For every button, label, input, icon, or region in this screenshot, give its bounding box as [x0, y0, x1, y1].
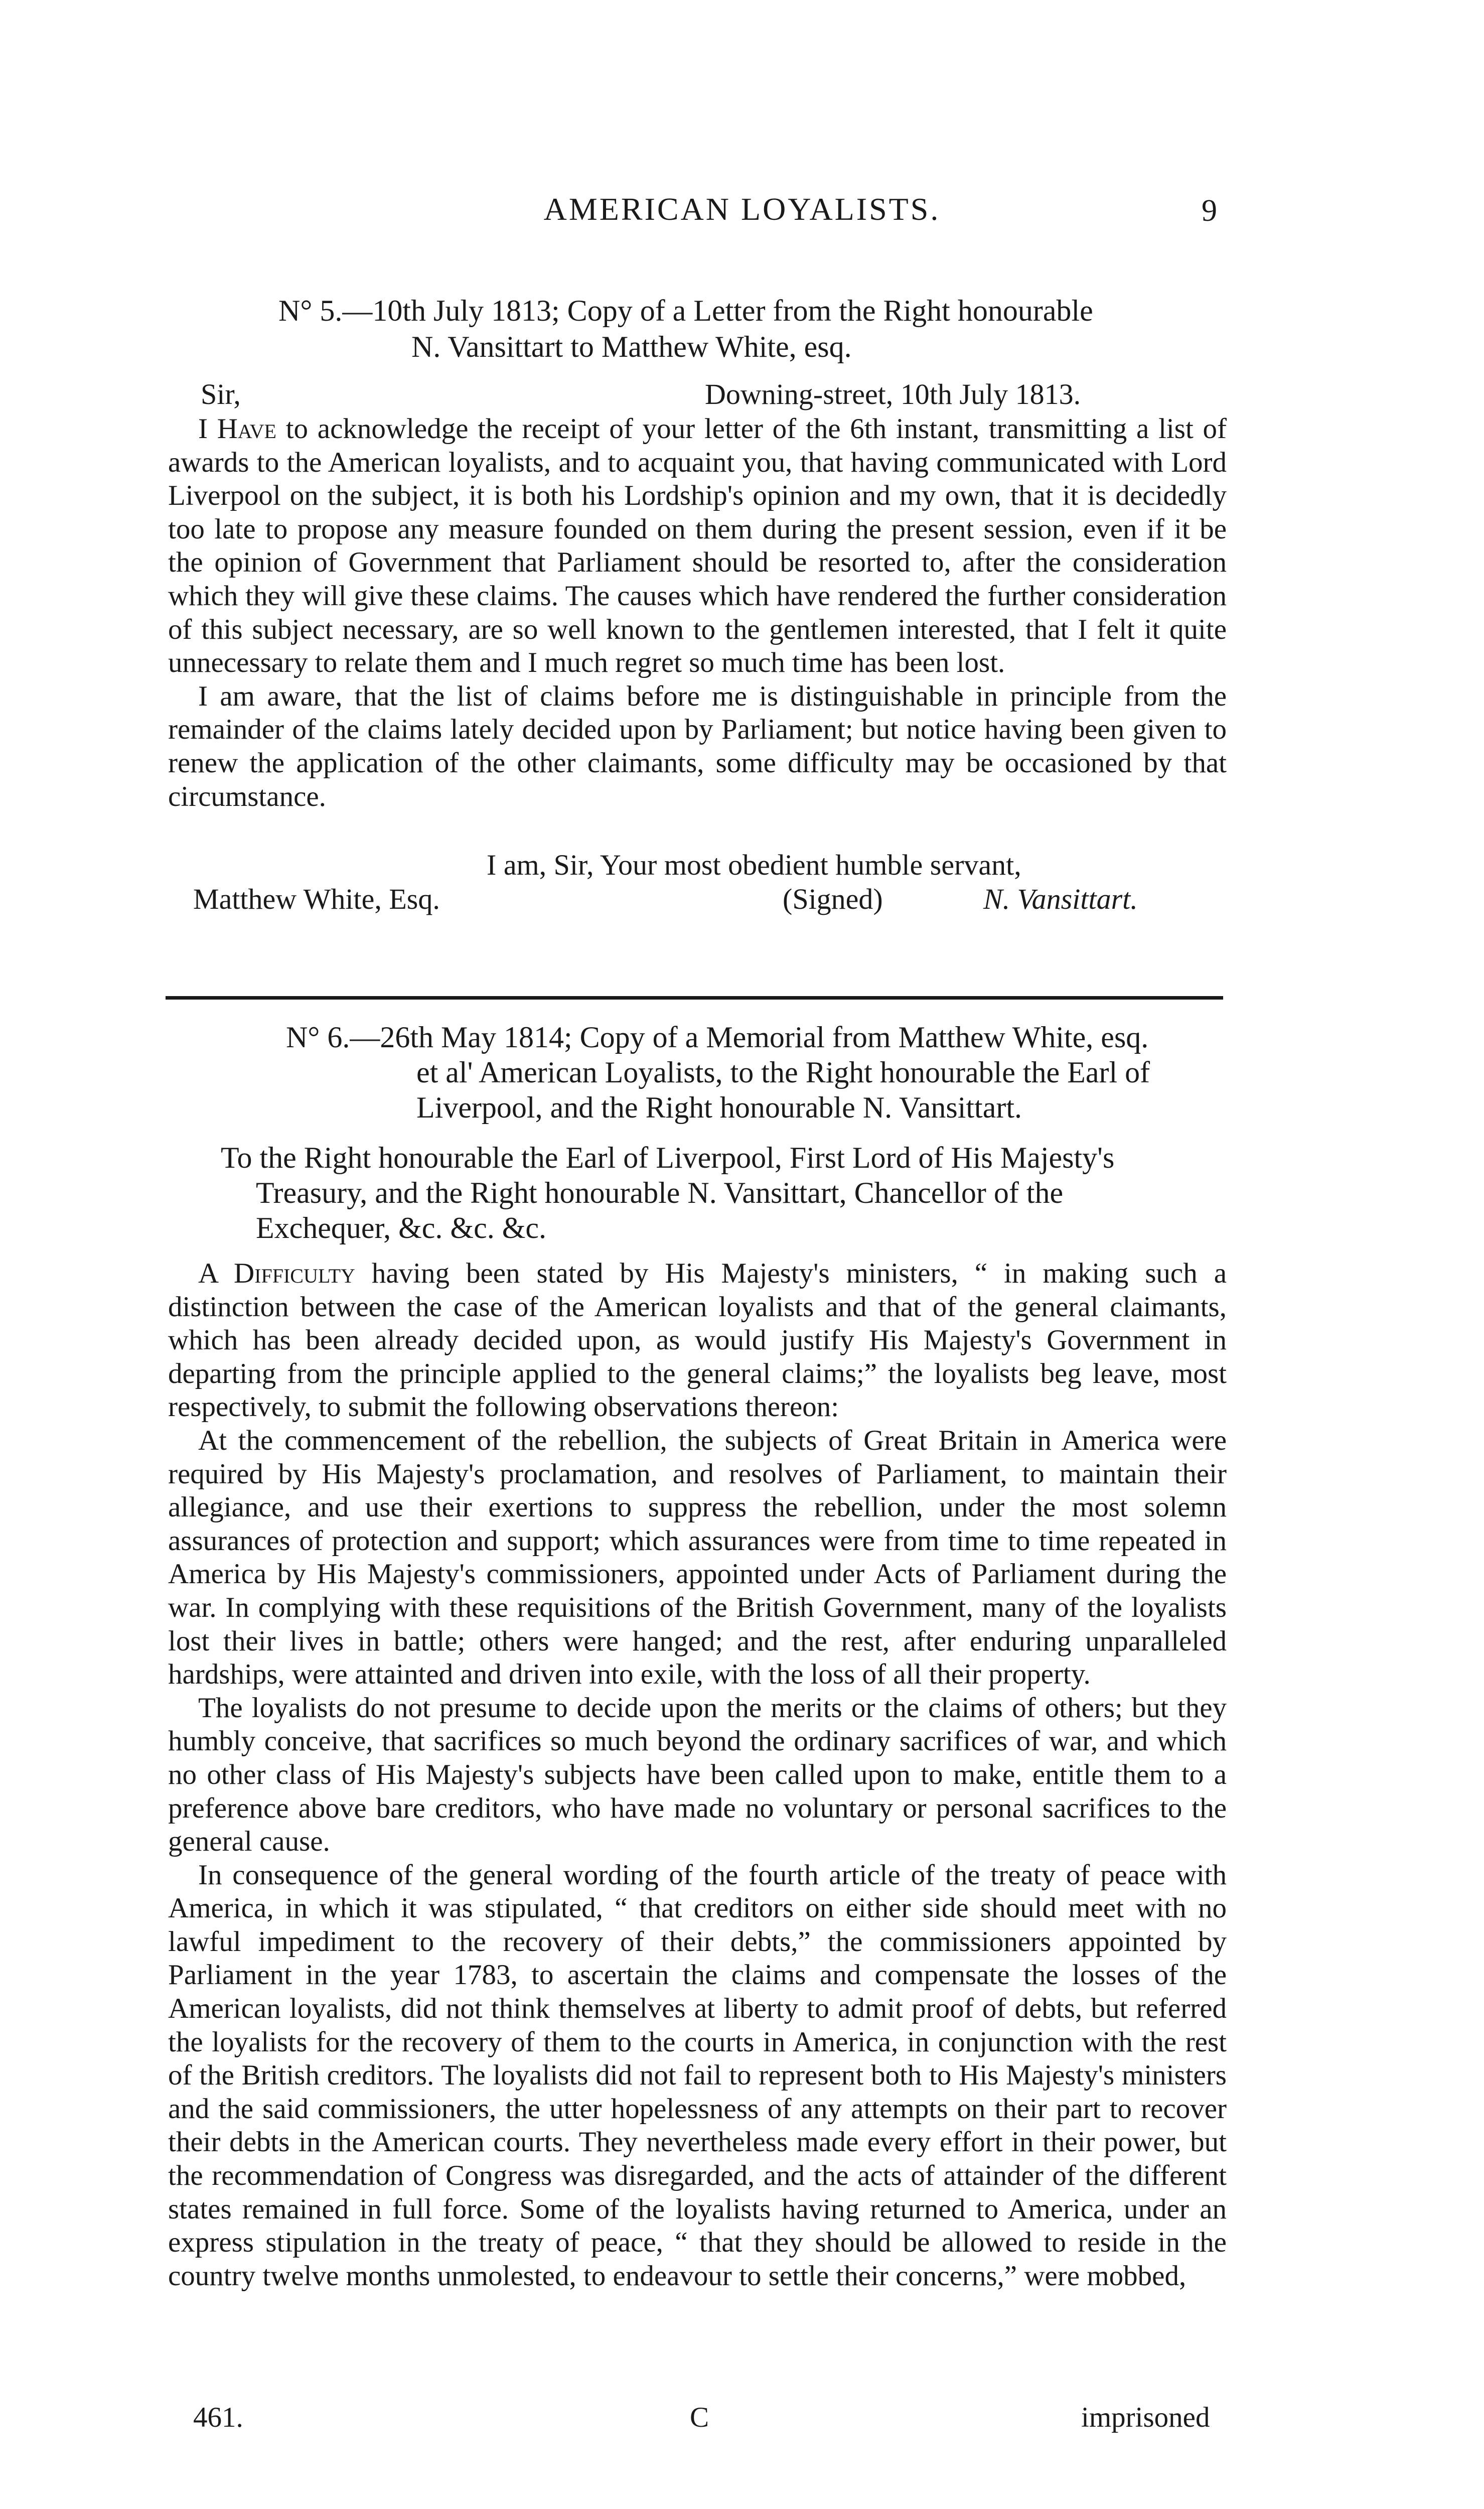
doc5-letter-body	[168, 412, 1227, 813]
doc6-heading-line3: Liverpool, and the Right honourable N. Vansittart.	[416, 1091, 1022, 1124]
doc6-p1-lead: A Difficulty	[198, 1258, 355, 1289]
doc6-paragraph-4: In consequence of the general wording of the fourth article of the treaty of peace with America, in which it was stipulated, “ that creditors on either side should meet with no lawful impediment to the recovery of their debts,” the commissioners appointed by Parliament in the year 1783, to ascertain the claims and compensate the losses of the American loyalists, did not think themselves at liberty to admit proof of debts, but referred the loyalists for the recovery of them to the courts in America, in conjunction with the rest of the British creditors. The loyalists did not fail to represent both to His Majesty's ministers and the said commissioners, the utter hopelessness of any attempts on their part to recover their debts in the American courts. They nevertheless made every effort in their power, but the recommendation of Congress was disregarded, and the acts of attainder of the different states remained in full force. Some of the loyalists having returned to America, under an express stipulation in the treaty of peace, “ that they should be allowed to reside in the country twelve months unmolested, to endeavour to settle their concerns,” were mobbed,	[168, 1859, 1227, 2292]
doc6-address-line1: To the Right honourable the Earl of Liverpool, First Lord of His Majesty's	[221, 1141, 1115, 1174]
page-number: 9	[1202, 194, 1217, 228]
doc5-signed-label: (Signed)	[783, 883, 883, 915]
doc6-p1-text: having been stated by His Majesty's ministers, “ in making such a distinction between the case of the American loyalists and that of the general claimants, which has been already decided upon, as would justify His Majesty's Government in departing from the principle applied to the general claims;” the loyalists beg leave, most respectively, to submit the following observations thereon:	[168, 1258, 1227, 1423]
doc5-heading-line1: N° 5.—10th July 1813; Copy of a Letter from the Right honourable	[278, 294, 1093, 327]
doc5-paragraph-1	[168, 412, 1227, 680]
doc6-address-line3: Exchequer, &c. &c. &c.	[256, 1211, 547, 1244]
doc6-paragraph-1	[168, 1257, 1227, 1424]
doc6-memorial-body	[168, 1257, 1227, 2293]
footer-print-number: 461.	[193, 2402, 243, 2433]
footer-catchword: imprisoned	[1081, 2402, 1210, 2433]
doc5-addressee: Matthew White, Esq.	[193, 883, 440, 915]
doc6-heading-line2: et al' American Loyalists, to the Right honourable the Earl of	[416, 1056, 1150, 1089]
footer-signature-mark: C	[690, 2402, 709, 2433]
doc6-heading-line1: N° 6.—26th May 1814; Copy of a Memorial from Matthew White, esq.	[286, 1021, 1149, 1054]
doc6-address-line2: Treasury, and the Right honourable N. Vansittart, Chancellor of the	[256, 1176, 1064, 1209]
doc5-p1-text: to acknowledge the receipt of your letter of the 6th instant, transmitting a list of awards to the American loyalists, and to acquaint you, that having communicated with Lord Liverpool on the subject, it is both his Lordship's opinion and my own, that it is decidedly too late to propose any measure founded on them during the present session, even if it be the opinion of Government that Parliament should be resorted to, after the consideration which they will give these claims. The causes which have rendered the further consideration of this subject necessary, are so well known to the gentlemen interested, that I felt it quite unnecessary to relate them and I much regret so much time has been lost.	[168, 413, 1227, 679]
section-divider-rule	[166, 996, 1223, 1000]
doc6-paragraph-3: The loyalists do not presume to decide upon the merits or the claims of others; but they humbly conceive, that sacrifices so much beyond the ordinary sacrifices of war, and which no other class of His Majesty's subjects have been called upon to make, entitle them to a preference above bare creditors, who have made no voluntary or personal sacrifices to the general cause.	[168, 1692, 1227, 1858]
doc5-heading-line2: N. Vansittart to Matthew White, esq.	[411, 330, 852, 363]
doc5-p1-lead: I Have	[198, 413, 276, 445]
doc5-paragraph-2: I am aware, that the list of claims before me is distinguishable in principle from the remainder of the claims lately decided upon by Parliament; but notice having been given to renew the application of the other claimants, some difficulty may be occasioned by that circumstance.	[168, 680, 1227, 812]
doc5-place-date: Downing-street, 10th July 1813.	[705, 378, 1081, 410]
running-head: AMERICAN LOYALISTS.	[543, 191, 941, 227]
doc5-closing: I am, Sir, Your most obedient humble servant,	[487, 849, 1021, 881]
doc5-signature: N. Vansittart.	[983, 883, 1138, 915]
doc5-salutation: Sir,	[201, 378, 241, 410]
doc6-paragraph-2: At the commencement of the rebellion, the subjects of Great Britain in America were required by His Majesty's proclamation, and resolves of Parliament, to maintain their allegiance, and use their exertions to suppress the rebellion, under the most solemn assurances of protection and support; which assurances were from time to time repeated in America by His Majesty's commissioners, appointed under Acts of Parliament during the war. In complying with these requisitions of the British Government, many of the loyalists lost their lives in battle; others were hanged; and the rest, after enduring unparalleled hardships, were attainted and driven into exile, with the loss of all their property.	[168, 1424, 1227, 1691]
